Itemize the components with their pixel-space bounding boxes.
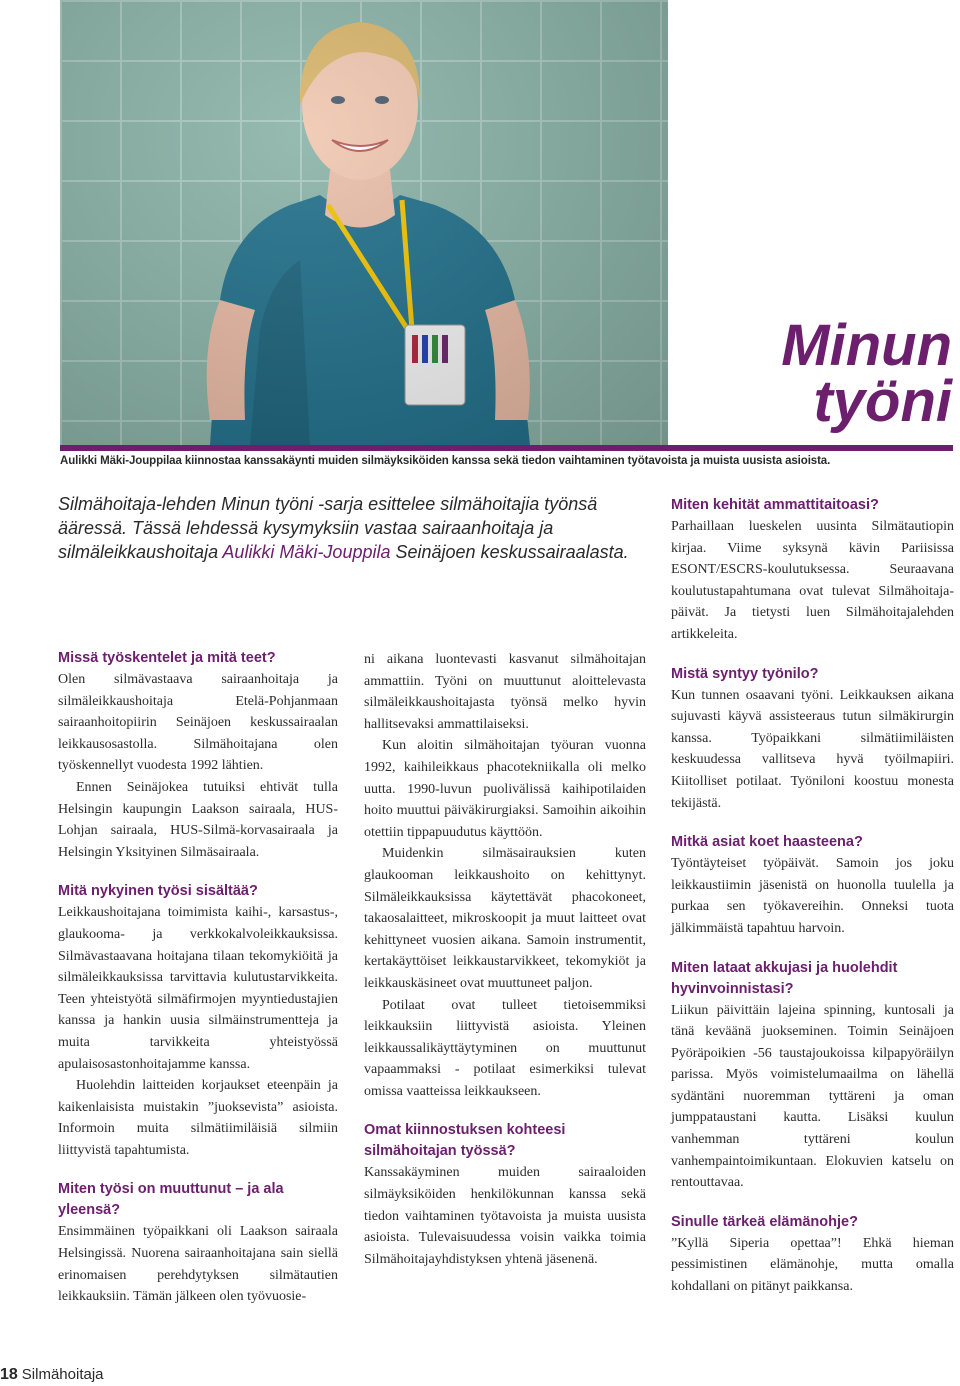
title-line-2: työni: [813, 369, 952, 434]
page-footer: [0, 1366, 104, 1384]
question-heading: Sinulle tärkeä elämänohje?: [671, 1213, 858, 1230]
answer-paragraph: ”Kyllä Siperia opettaa”! Ehkä hieman pessimistinen elämänohje, mutta omalla kohdallani on pitänyt paikkansa.: [671, 1235, 954, 1295]
answer-paragraph: Huolehdin laitteiden korjaukset eteenpäin ja kaikenlaisista muistakin ”juoksevista” asioista. Informoin muita silmätiimiläisiä silmiin liittyvistä tapahtumista.: [58, 1078, 338, 1158]
accent-rule: [60, 445, 953, 451]
intro-name-highlight: Aulikki Mäki-Jouppila: [222, 542, 391, 562]
question-heading: Missä työskentelet ja mitä teet?: [58, 650, 276, 666]
title-line-1: Minun: [781, 313, 952, 378]
column-1: [58, 648, 338, 1308]
answer-paragraph: Kun aloitin silmähoitajan työuran vuonna 1992, kaihileikkaus phacotekniikalla oli melko uutta. 1990-luvun puolivälissä kaihipotilaiden hoito muuttui päiväkirurgiaksi. Samoihin aikoihin otettiin tippapuudutus käyttöön.: [364, 738, 646, 840]
answer-paragraph: Kanssakäyminen muiden sairaaloiden silmäyksiköiden henkilökunnan kanssa sekä tiedon vaihtaminen työtavoista ja muista uusista asioista. Tulevaisuudessa voisin vaikka toimia Silmähoitajayhdistyksen yhtenä jäsenenä.: [364, 1165, 646, 1267]
answer-paragraph: Ensimmäinen työpaikkani oli Laakson sairaala Helsingissä. Nuorena sairaanhoitajana sain siellä erinomaisen perehdytyksen silmätautien leikkauksiin. Tämän jälkeen olen työvuosie-: [58, 1224, 338, 1305]
question-heading: Mistä syntyy työnilo?: [671, 665, 819, 682]
portrait-photo: [60, 0, 668, 445]
answer-paragraph: ni aikana luontevasti kasvanut silmähoitajan ammattiin. Työni on muuttunut aloittelevasta silmäleikkaushoitajasta työnsä melko hyvin hallitsevaksi ammattilaiseksi.: [364, 652, 646, 732]
question-heading: Omat kiinnostuksen kohteesi silmähoitajan työssä?: [364, 1122, 566, 1160]
answer-paragraph: Muidenkin silmäsairauksien kuten glaukooman leikkaushoito on kehittynyt. Silmäleikkauksissa käytettävät phacokoneet, takaosalaitteet, mikroskoopit ja muut laitteet ovat kehittyneet vuosien aikana. Samoin instrumentit, kertakäyttöiset leikkaustarvikkeet, tekomykiöt ja leikkauskäsineet ovat muuttuneet paljon.: [364, 846, 646, 991]
question-heading: Miten kehität ammattitaitoasi?: [671, 497, 879, 513]
answer-paragraph: Ennen Seinäjokea tutuiksi ehtivät tulla Helsingin kaupungin Laakson sairaala, HUS-Lohjan sairaala, HUS-Silmä-korvasairaala ja Helsingin Yksityinen Silmäsairaala.: [58, 779, 338, 860]
photo-shading: [60, 0, 668, 445]
column-2: [364, 649, 646, 1270]
intro-lead: [58, 492, 658, 564]
article-title: [781, 313, 952, 434]
answer-paragraph: Parhaillaan lueskelen uusinta Silmätautiopin kirjaa. Viime syksynä kävin Pariisissa ESONT/ESCRS-koulutuksessa. Seuraavana koulutustapahtumana ovat tulevat Silmähoitaja-päivät. Ja tietysti luen Silmähoitajalehden artikkeleita.: [671, 519, 954, 642]
answer-paragraph: Kun tunnen osaavani työni. Leikkauksen aikana sujuvasti käyvä assisteeraus tutun silmäkirurgin kanssa. Työpaikkani silmätiimiläisten keskuudessa vallitseva hyvä työilmapiiri. Kiitolliset potilaat. Työniloni koostuu monesta tekijästä.: [671, 687, 954, 811]
column-3: [671, 495, 954, 1298]
question-heading: Mitkä asiat koet haasteena?: [671, 834, 863, 851]
answer-paragraph: Leikkaushoitajana toimimista kaihi-, karsastus-, glaukooma- ja verkkokalvoleikkauksissa. Silmävastaavana hoitajana tilaan tekomykiöitä ja silmäleikkauksissa tarvittavia kulutustarvikkeita. Teen yhteistyötä silmäfirmojen myyntiedustajien kanssa ja hankin uusia silmäinstrumentteja ja muita tarvikkeita yhteistyössä apulaisosastonhoitajamme kanssa.: [58, 905, 338, 1072]
question-heading: Miten lataat akkujasi ja huolehdit hyvinvoinnistasi?: [671, 959, 898, 997]
photo-caption: Aulikki Mäki-Jouppilaa kiinnostaa kanssakäynti muiden silmäyksiköiden kanssa sekä tiedon vaihtaminen työtavoista ja muista uusista asioista.: [60, 455, 831, 467]
intro-text-end: Seinäjoen keskussairaalasta.: [390, 542, 629, 562]
answer-paragraph: Olen silmävastaava sairaanhoitaja ja silmäleikkaushoitaja Etelä-Pohjanmaan sairaanhoitopiirin Seinäjoen keskussairaalan leikkausosastolla. Silmähoitajana olen työskennellyt vuodesta 1992 lähtien.: [58, 672, 338, 774]
answer-paragraph: Liikun päivittäin lajeina spinning, kuntosali ja tänä keväänä juokseminen. Toimin Seinäjoen Pyöräpoikien -56 taustajoukoissa kilpapyöräilyn parissa. Myös voimistelumaailma on lähellä sydäntäni nuoremman tyttäreni ja oman jumppataustani kautta. Lisäksi kuulun vanhemman tyttäreni koulun vanhempaintoimikuntaan. Elokuvien katselu on rentouttavaa.: [671, 1002, 954, 1191]
question-heading: Mitä nykyinen työsi sisältää?: [58, 883, 258, 900]
intro-text: Silmähoitaja-lehden Minun työni -sarja esittelee silmähoitajia työnsä ääressä. Tässä lehdessä kysymyksiin vastaa sairaanhoitaja ja silmäleikkaushoitaja: [58, 494, 598, 562]
answer-paragraph: Potilaat ovat tulleet tietoisemmiksi leikkauksiin liittyvistä asioista. Yleinen leikkaussalikäyttäytyminen on muuttunut vapaammaksi - potilaat esimerkiksi tulevat omissa vaatteissa leikkaukseen.: [364, 997, 646, 1099]
magazine-name: Silmähoitaja: [21, 1366, 104, 1383]
page-number: 18: [0, 1366, 18, 1383]
question-heading: Miten työsi on muuttunut – ja ala yleensä?: [58, 1181, 284, 1219]
answer-paragraph: Työntäyteiset työpäivät. Samoin jos joku leikkaustiimin jäsenistä on huonolla tuulella ja purkaa sen työkavereihin. Onneksi tuota jälkimmäistä tapahtuu harvoin.: [671, 856, 954, 936]
